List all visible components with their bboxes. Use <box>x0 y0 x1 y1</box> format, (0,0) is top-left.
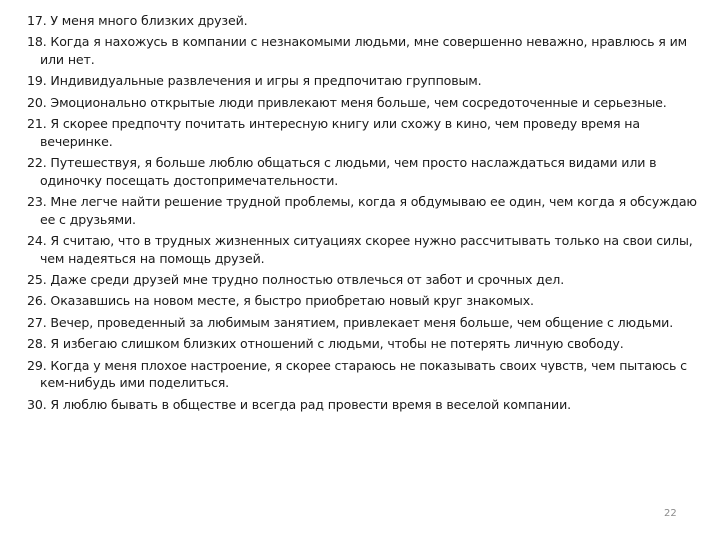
question-item-20: 20. Эмоционально открытые люди привлекают меня больше, чем сосредоточенные и серьезные. <box>27 94 667 110</box>
question-item-26: 26. Оказавшись на новом месте, я быстро приобретаю новый круг знакомых. <box>27 293 534 309</box>
question-item-21: 21. Я скорее предпочту почитать интересную книгу или схожу в кино, чем проведу время на вечеринке. <box>27 116 640 149</box>
question-item-23: 23. Мне легче найти решение трудной проблемы, когда я обдумываю ее один, чем когда я обсуждаю ее с друзьями. <box>27 194 697 227</box>
question-item-17: 17. У меня много близких друзей. <box>27 13 248 28</box>
question-item-27: 27. Вечер, проведенный за любимым занятием, привлекает меня больше, чем общение с людьми. <box>27 314 674 330</box>
question-item-24: 24. Я считаю, что в трудных жизненных ситуациях скорее нужно рассчитывать только на свои силы, чем надеяться на помощь друзей. <box>27 233 693 266</box>
question-item-22: 22. Путешествуя, я больше люблю общаться с людьми, чем просто наслаждаться видами или в одиночку посещать достопримечательности. <box>27 155 657 188</box>
question-item-30: 30. Я люблю бывать в обществе и всегда рад провести время в веселой компании. <box>27 396 571 412</box>
question-item-19: 19. Индивидуальные развлечения и игры я предпочитаю групповым. <box>27 73 482 89</box>
question-item-28: 28. Я избегаю слишком близких отношений с людьми, чтобы не потерять личную свободу. <box>27 336 624 352</box>
questionnaire-list <box>27 12 699 417</box>
question-item-29: 29. Когда у меня плохое настроение, я скорее стараюсь не показывать своих чувств, чем пытаюсь с кем-нибудь ими поделиться. <box>27 357 687 391</box>
page-number: 22 <box>664 508 677 519</box>
question-item-25: 25. Даже среди друзей мне трудно полностью отвлечься от забот и срочных дел. <box>27 272 565 288</box>
question-item-18: 18. Когда я нахожусь в компании с незнакомыми людьми, мне совершенно неважно, нравлюсь я им или нет. <box>27 34 687 67</box>
